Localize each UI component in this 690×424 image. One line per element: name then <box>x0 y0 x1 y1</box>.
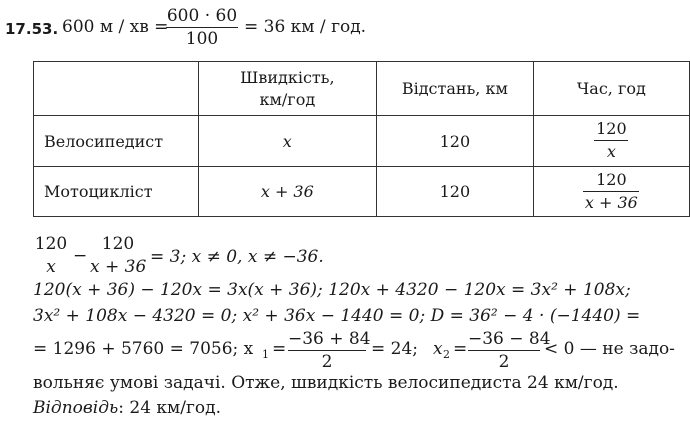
row-distance: 120 <box>377 116 534 167</box>
table-row <box>34 116 690 167</box>
equation-line-1-rest: = 3; x ≠ 0, x ≠ −36. <box>150 247 324 267</box>
fraction-denominator: 100 <box>185 29 219 49</box>
motion-table <box>33 61 690 217</box>
row-distance: 120 <box>377 167 534 217</box>
answer <box>33 398 221 418</box>
root-1-equals: = <box>272 339 287 359</box>
header-speed-line1: Швидкість, <box>240 67 335 87</box>
root-2-value: < 0 — не задо- <box>544 339 675 359</box>
row-time <box>533 116 689 167</box>
problem-number: 17.53. <box>5 20 59 38</box>
root-2-subscript: 2 <box>443 348 450 361</box>
speed-conversion-left: 600 м / хв = <box>62 17 169 37</box>
row-label: Мотоцикліст <box>34 167 199 217</box>
fraction-denominator: x <box>46 257 56 277</box>
header-time: Час, год <box>533 62 689 116</box>
time-numerator: 120 <box>596 169 627 189</box>
fraction-denominator: 2 <box>498 352 510 372</box>
root-2-fraction <box>468 329 551 372</box>
root-2-variable: x <box>433 339 443 359</box>
header-speed-line2: км/год <box>259 89 316 109</box>
speed-conversion-right: = 36 км / год. <box>244 17 367 37</box>
time-denominator: x <box>606 142 616 161</box>
root-1-value: = 24; <box>371 339 419 359</box>
fraction-denominator: x + 36 <box>90 257 147 277</box>
fraction-numerator: 120 <box>34 234 68 254</box>
solution-line-2: 120(x + 36) − 120x = 3x(x + 36); 120x + 4320 − 120x = 3x² + 108x; <box>33 280 631 300</box>
table-header-row <box>34 62 690 116</box>
table-row <box>34 167 690 217</box>
header-distance: Відстань, км <box>377 62 534 116</box>
solution-line-4-start: = 1296 + 5760 = 7056; x <box>33 339 254 359</box>
solution-line-3: 3x² + 108x − 4320 = 0; x² + 36x − 1440 = 0; D = 36² − 4 · (−1440) = <box>33 306 641 326</box>
row-speed: x <box>198 116 376 167</box>
equation-fraction-2 <box>90 236 146 276</box>
fraction-numerator: −36 + 84 <box>288 329 371 349</box>
solution-line-5: вольняє умові задачі. Отже, швидкість велосипедиста 24 км/год. <box>33 373 619 393</box>
answer-label: Відповідь <box>33 398 119 418</box>
answer-text: : 24 км/год. <box>118 398 222 418</box>
fraction-numerator: −36 − 84 <box>468 329 551 349</box>
root-1-fraction <box>288 329 371 372</box>
row-time <box>533 167 689 217</box>
fraction-numerator: 600 · 60 <box>166 6 238 26</box>
header-speed <box>198 62 376 116</box>
speed-conversion-fraction <box>166 8 238 48</box>
row-speed: x + 36 <box>198 167 376 217</box>
fraction-denominator: 2 <box>321 352 333 372</box>
root-1-subscript: 1 <box>262 348 269 361</box>
time-numerator: 120 <box>596 119 627 138</box>
equation-fraction-1 <box>34 236 68 276</box>
header-empty-cell <box>34 62 199 116</box>
fraction-numerator: 120 <box>101 234 135 254</box>
time-denominator: x + 36 <box>584 192 638 212</box>
row-label: Велосипедист <box>34 116 199 167</box>
root-2-equals: = <box>453 339 468 359</box>
